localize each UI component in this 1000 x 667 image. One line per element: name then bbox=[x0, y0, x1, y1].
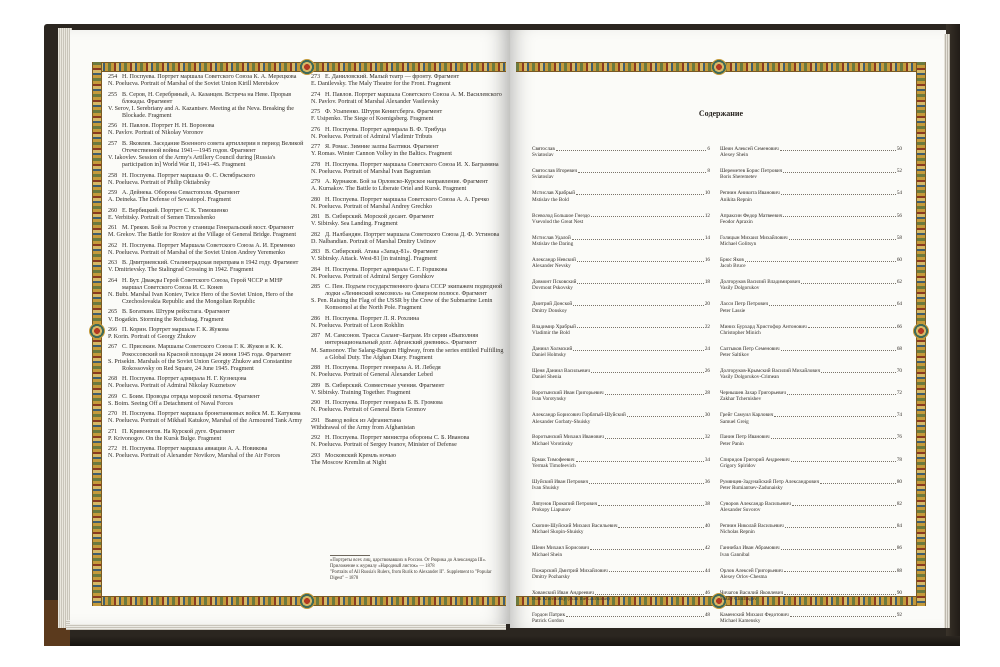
list-item: 271 П. Кривоногов. На Курской дуге. Фрагмент P. Krivonogov. On the Kursk Bulge. Fragment bbox=[108, 428, 235, 442]
list-item: 287 М. Самсонов. Трасса Саланг–Баграм. Из серии «Выполняя интернациональный долг. Афганский дневник». Фрагмент M. Samsonov. The Salang-Bagram Highway, from the series entitled Fulfilling a Global Duty. The Afghan Diary. Fragment bbox=[311, 333, 504, 361]
list-item: 286 Н. Поспуева. Портрет Л. Я. Рохлина N. Poeluєva. Portrait of Leon Rokhlin bbox=[311, 315, 420, 329]
list-item: 263 В. Дмитриевский. Сталинградская переправа в 1942 году. Фрагмент V. Dmitrievsky. The Stalingrad Crossing in 1942. Fragment bbox=[108, 260, 299, 274]
ornament-medallion bbox=[299, 59, 315, 75]
ornament-medallion bbox=[89, 323, 105, 339]
toc-entry: Шуйский Иван Петрович 36 Ivan Shuisky bbox=[532, 478, 710, 492]
toc-entry: Голицын Михаил Михайлович 58 Michael Golitsyn bbox=[720, 234, 902, 248]
list-item: 266 П. Корин. Портрет маршала Г. К. Жукова P. Korin. Portrait of Georgy Zhukov bbox=[108, 326, 229, 341]
toc-entry: Владимир Храбрый 22 Vladimir the Bold bbox=[532, 323, 710, 336]
toc-entry: Воротынский Иван Григорьевич 28 Ivan Vorotynsky bbox=[532, 390, 710, 403]
toc-entry: Ермак Тимофеевич 34 Yermak Timofeevich bbox=[532, 456, 710, 469]
list-item: 293 Московский Кремль ночью The Moscow Kremlin at Night bbox=[311, 452, 396, 466]
toc-entry: Щеня Даниил Васильевич 26 Daniel Shenia bbox=[532, 367, 710, 381]
list-item: 269 С. Боим. Проводы отряда морской пехоты. Фрагмент S. Boim. Seeing Off a Detachment of Naval Forces bbox=[108, 393, 260, 407]
list-item: 270 Н. Поспуева. Портрет маршала бронетанковых войск М. Е. Катукова N. Poeluєva. Portrait of Mikhail Katukov, Marshal of the Armoured Tank Army bbox=[108, 411, 303, 425]
illustration-list-column-a bbox=[108, 74, 304, 464]
list-item: 264 Н. Бут. Дважды Герой Советского Союза, Герой ЧССР и МНР маршал Советского Союза И. С. Конев N. Bubt. Marshal Ivan Koniev, Twice Hero of the Soviet Union, Hero of the Czechoslovakia Republic and the Mongolian Republic bbox=[108, 277, 294, 306]
toc-entry: Апраксин Федор Матвеевич 56 Feodor Apraxin bbox=[720, 212, 902, 225]
list-item: 288 Н. Поспуева. Портрет генерала А. И. Лебедя N. Poeluєva. Portrait of General Alexander Lebed bbox=[311, 365, 441, 379]
list-item: 290 Н. Поспуева. Портрет генерала Б. В. Громова N. Poeluєva. Portrait of General Boris Gromov bbox=[311, 400, 443, 414]
toc-entry: Шереметев Борис Петрович 52 Boris Sheremetev bbox=[720, 168, 902, 181]
footnote-rule bbox=[330, 555, 370, 556]
toc-entry: Чичагов Василий Яковлевич 90 Vasily Chichagov bbox=[720, 589, 902, 603]
toc-entry: Шеин Алексей Семенович 50 Alexey Shein bbox=[720, 146, 902, 159]
list-item: 256 Н. Павлов. Портрет Н. Н. Воронова N. Pavlov. Portrait of Nikolay Voronov bbox=[108, 123, 215, 137]
list-item: 282 Д. Налбандян. Портрет маршала Советского Союза Д. Ф. Устинова D. Nalbandian. Portrait of Marshal Dmitry Ustinov bbox=[311, 231, 500, 245]
toc-entry: Мстислав Храбрый 10 Mstislav the Bold bbox=[532, 190, 710, 203]
list-item: 265 В. Богаткин. Штурм рейхстага. Фрагмент V. Bogatkin. Storming the Reichstag. Fragment bbox=[108, 309, 230, 323]
list-item: 268 Н. Поспуева. Портрет адмирала Н. Г. Кузнецова N. Poeluєva. Portrait of Admiral Nikolay Kuznetsov bbox=[108, 376, 247, 390]
toc-entry: Репнин Николай Васильевич 84 Nicholas Repnin bbox=[720, 523, 902, 536]
list-item: 284 Н. Поспуева. Портрет адмирала С. Г. Горшкова N. Poeluєva. Portrait of Admiral Sergey Gorshkov bbox=[311, 266, 448, 280]
list-item: 280 Н. Поспуева. Портрет маршала Советского Союза А. А. Гречко N. Poeluєva. Portrait of Marshal Andrey Grechko bbox=[311, 196, 490, 210]
toc-entry: Чернышев Захар Григорьевич 72 Zakhar Tchernishev bbox=[720, 390, 902, 403]
list-item: 292 Н. Поспуева. Портрет министра обороны С. Б. Иванова N. Poeluєva. Portrait of Sergey Ivanov, Minister of Defense bbox=[311, 435, 470, 449]
toc-entry: Дмитрий Донской 20 Dmitry Donskoy bbox=[532, 301, 710, 314]
list-item: 285 С. Пен. Подъем государственного флага СССР экипажем подводной лодки «Ленинский комсомол» на Северном полюсе. Фрагмент S. Pen. Raising the Flag of the USSR by the Crew of the Submarine Lenin Komsomol at the North Pole. Fragment bbox=[311, 284, 503, 312]
toc-entry: Святослав 6 Sviatoslav bbox=[532, 146, 710, 159]
toc-entry: Святослав Игоревич 8 Sviatoslav bbox=[532, 168, 710, 181]
toc-entry: Даниил Холмский 24 Daniel Holmsky bbox=[532, 345, 710, 358]
toc-entry: Брюс Яков 60 Jacob Bruce bbox=[720, 256, 902, 270]
illustration-list-column-b bbox=[311, 74, 504, 470]
list-item: 261 М. Греков. Бой за Ростов у станицы Генеральский мост. Фрагмент M. Grekov. The Battle for Rostov at the Village of General Bridge. Fragment bbox=[108, 225, 297, 239]
list-item: 258 Н. Поспуева. Портрет маршала Ф. С. Октябрьского N. Poeluєva. Portrait of Philip Oktiabrsky bbox=[108, 172, 255, 186]
toc-entry: Салтыков Петр Семенович 68 Peter Saltikov bbox=[720, 345, 902, 358]
page-block-edge-right bbox=[944, 34, 950, 628]
list-item: 275 Ф. Усыпенко. Штурм Кенигсберга. Фрагмент F. Usipenko. The Siege of Koenigsberg. Fragment bbox=[311, 109, 443, 123]
list-item: 281 В. Сибирский. Морской десант. Фрагмент V. Sibirsky. Sea Landing. Fragment bbox=[311, 214, 435, 228]
toc-entry: Довмонт Псковский 18 Dovmont Pskovsky bbox=[532, 279, 710, 292]
ornament-medallion bbox=[913, 323, 929, 339]
toc-column-right bbox=[720, 146, 902, 634]
toc-entry: Всеволод Большое Гнездо 12 Vsevolod the Great Nest bbox=[532, 212, 710, 225]
toc-entry: Каменский Михаил Федотович 92 Michael Kamensky bbox=[720, 611, 902, 625]
list-item: 277 Я. Ромас. Зимние залпы Балтики. Фрагмент Y. Romas. Winter Cannon Volley in the Baltics. Fragment bbox=[311, 144, 452, 158]
toc-entry: Мстислав Удалой 14 Mstislav the Daring bbox=[532, 234, 710, 248]
list-item: 276 Н. Поспуева. Портрет адмирала В. Ф. Трибуца N. Poeluєva. Portrait of Admiral Vladimir Tributs bbox=[311, 126, 446, 140]
toc-entry: Воротынский Михаил Иванович 32 Michael Vorotinsky bbox=[532, 434, 710, 447]
ornament-medallion bbox=[299, 593, 315, 609]
list-item: 274 Н. Павлов. Портрет маршала Советского Союза А. М. Василевского N. Pavlov. Portrait of Marshal Alexander Vasilevsky bbox=[311, 91, 502, 105]
list-item: 279 А. Курнаков. Бой за Орловско-Курское направление. Фрагмент A. Kurnakov. The Battle to Liberate Oriel and Kursk. Fragment bbox=[311, 179, 489, 193]
ornament-medallion bbox=[711, 59, 727, 75]
list-item: 283 В. Сибирский. Атака «Запад-81». Фрагмент V. Sibirsky. Attack. West-81 [in training]. Fragment bbox=[311, 249, 439, 263]
list-item: 291 Вывод войск из Афганистана Withdrawal of the Army from Afghanistan bbox=[311, 417, 415, 431]
list-item: 257 В. Яковлев. Заседание Военного совета артиллерии в период Великой Отечественной войны 1941—1945 годов. Фрагмент V. Iakovlev. Session of the Army's Artillery Council during [Russia's participation in] World War II, 1941–45. Fragment bbox=[108, 140, 304, 169]
toc-entry: Александр Борисович Горбатый-Шуйский 30 Alexander Gorbaty-Shuisky bbox=[532, 412, 710, 425]
list-item: 254 Н. Поспуева. Портрет маршала Советского Союза К. А. Мерецкова N. Poeluєva. Portrait of Marshal of the Soviet Union Kirill Meretskov bbox=[108, 74, 297, 88]
footnote bbox=[330, 555, 502, 582]
toc-entry: Пожарский Дмитрий Михайлович 44 Dmitry Pozharsky bbox=[532, 567, 710, 580]
toc-entry: Спиридов Григорий Андреевич 78 Grigory Spiridov bbox=[720, 456, 902, 469]
toc-entry: Ляпунов Прокопий Петрович 38 Prokopy Liapunov bbox=[532, 501, 710, 514]
toc-entry: Панин Петр Иванович 76 Peter Panin bbox=[720, 434, 902, 447]
list-item: 278 Н. Поспуева. Портрет маршала Советского Союза И. Х. Баграмяна N. Poeluєva. Portrait of Marshal Ivan Bagramian bbox=[311, 161, 499, 175]
toc-entry: Александр Невский 16 Alexander Nevsky bbox=[532, 256, 710, 270]
list-item: 260 Е. Вербицкий. Портрет С. К. Тимошенко E. Verbitsky. Portrait of Semen Timoshenko bbox=[108, 207, 229, 221]
list-item: 289 В. Сибирский. Совместные учения. Фрагмент V. Sibirsky. Training Together. Fragment bbox=[311, 382, 445, 396]
list-item: 259 А. Дейнека. Оборона Севастополя. Фрагмент A. Deineka. The Defense of Sevastopol. Fragment bbox=[108, 190, 240, 204]
cover-edge-bottom bbox=[44, 636, 960, 646]
toc-entry: Грейг Самуил Карлович 74 Samuel Greig bbox=[720, 412, 902, 425]
toc-entry: Гордон Патрик 48 Patrick Gordon bbox=[532, 611, 710, 625]
toc-entry: Ласси Петр Петрович 64 Peter Lassie bbox=[720, 301, 902, 314]
toc-entry: Суворов Александр Васильевич 82 Alexander Suvorov bbox=[720, 501, 902, 514]
toc-entry: Миних Бурхард Христофор Антонович 66 Christopher Minich bbox=[720, 323, 902, 336]
toc-entry: Румянцев-Задунайский Петр Александрович 80 Peter Rumiantsev-Zadunaisky bbox=[720, 478, 902, 492]
toc-entry: Орлов Алексей Григорьевич 88 Alexey Orlov-Chesma bbox=[720, 567, 902, 580]
list-item: 273 Е. Даниловский. Малый театр — фронту. Фрагмент E. Danilevsky. The Maly Theatre for the Front. Fragment bbox=[311, 74, 460, 88]
toc-entry: Репнин Аникита Иванович 54 Anikita Repnin bbox=[720, 190, 902, 203]
list-item: 262 Н. Поспуева. Портрет Маршала Советского Союза А. И. Еременко N. Poeluєva. Portrait of Marshal of the Soviet Union Andrey Yeremenko bbox=[108, 242, 296, 256]
toc-entry: Ганнибал Иван Абрамович 86 Ivan Gannibal bbox=[720, 545, 902, 558]
toc-entry: Хованский Иван Андреевич 46 Ivan Khovansky (Ivan the Garrulous) bbox=[532, 589, 710, 603]
footnote-en: "Portraits of All Russia's Rulers, from Rurik to Alexander II". Supplement to "Popular Digest" – 1878 bbox=[330, 570, 492, 581]
toc-entry: Долгоруков Василий Владимирович 62 Vasily Dolgorukov bbox=[720, 279, 902, 292]
page-title: Содержание bbox=[698, 109, 744, 118]
toc-column-left bbox=[532, 146, 710, 634]
list-item: 255 В. Серов, Н. Серебряный, А. Казанцев. Встреча на Неве. Прорыв блокады. Фрагмент V. Serov, I. Serebriany and A. Kazantsev. Meeting at the Neva. Breaking the Blockade. Fragment bbox=[108, 91, 294, 119]
toc-entry: Шеин Михаил Борисович 42 Michael Shein bbox=[532, 545, 710, 558]
toc-entry: Скопин-Шуйский Михаил Васильевич 40 Michael Skopin-Shuisky bbox=[532, 523, 710, 536]
footnote-ru: «Портреты всех лиц, царствовавших в России. От Рюрика до Александра III». Приложение к журналу «Народный листок» — 1878 bbox=[330, 558, 487, 569]
toc-entry: Долгоруков-Крымский Василий Михайлович 70 Vasily Dolgorukov-Crimean bbox=[720, 367, 902, 381]
list-item: 272 Н. Поспуева. Портрет маршала авиации А. А. Новикова N. Poeluєva. Portrait of Alexander Novikov, Marshal of the Air Forces bbox=[108, 446, 281, 460]
list-item: 267 С. Присекин. Маршалы Советского Союза Г. К. Жуков и К. К. Рокоссовский на Красной площади 24 июня 1945 года. Фрагмент S. Prisekin. Marshals of the Soviet Union Georgiy Zhukov and Constantine Rokossovsky on Red Square, 24 June 1945. Fragment bbox=[108, 344, 293, 372]
